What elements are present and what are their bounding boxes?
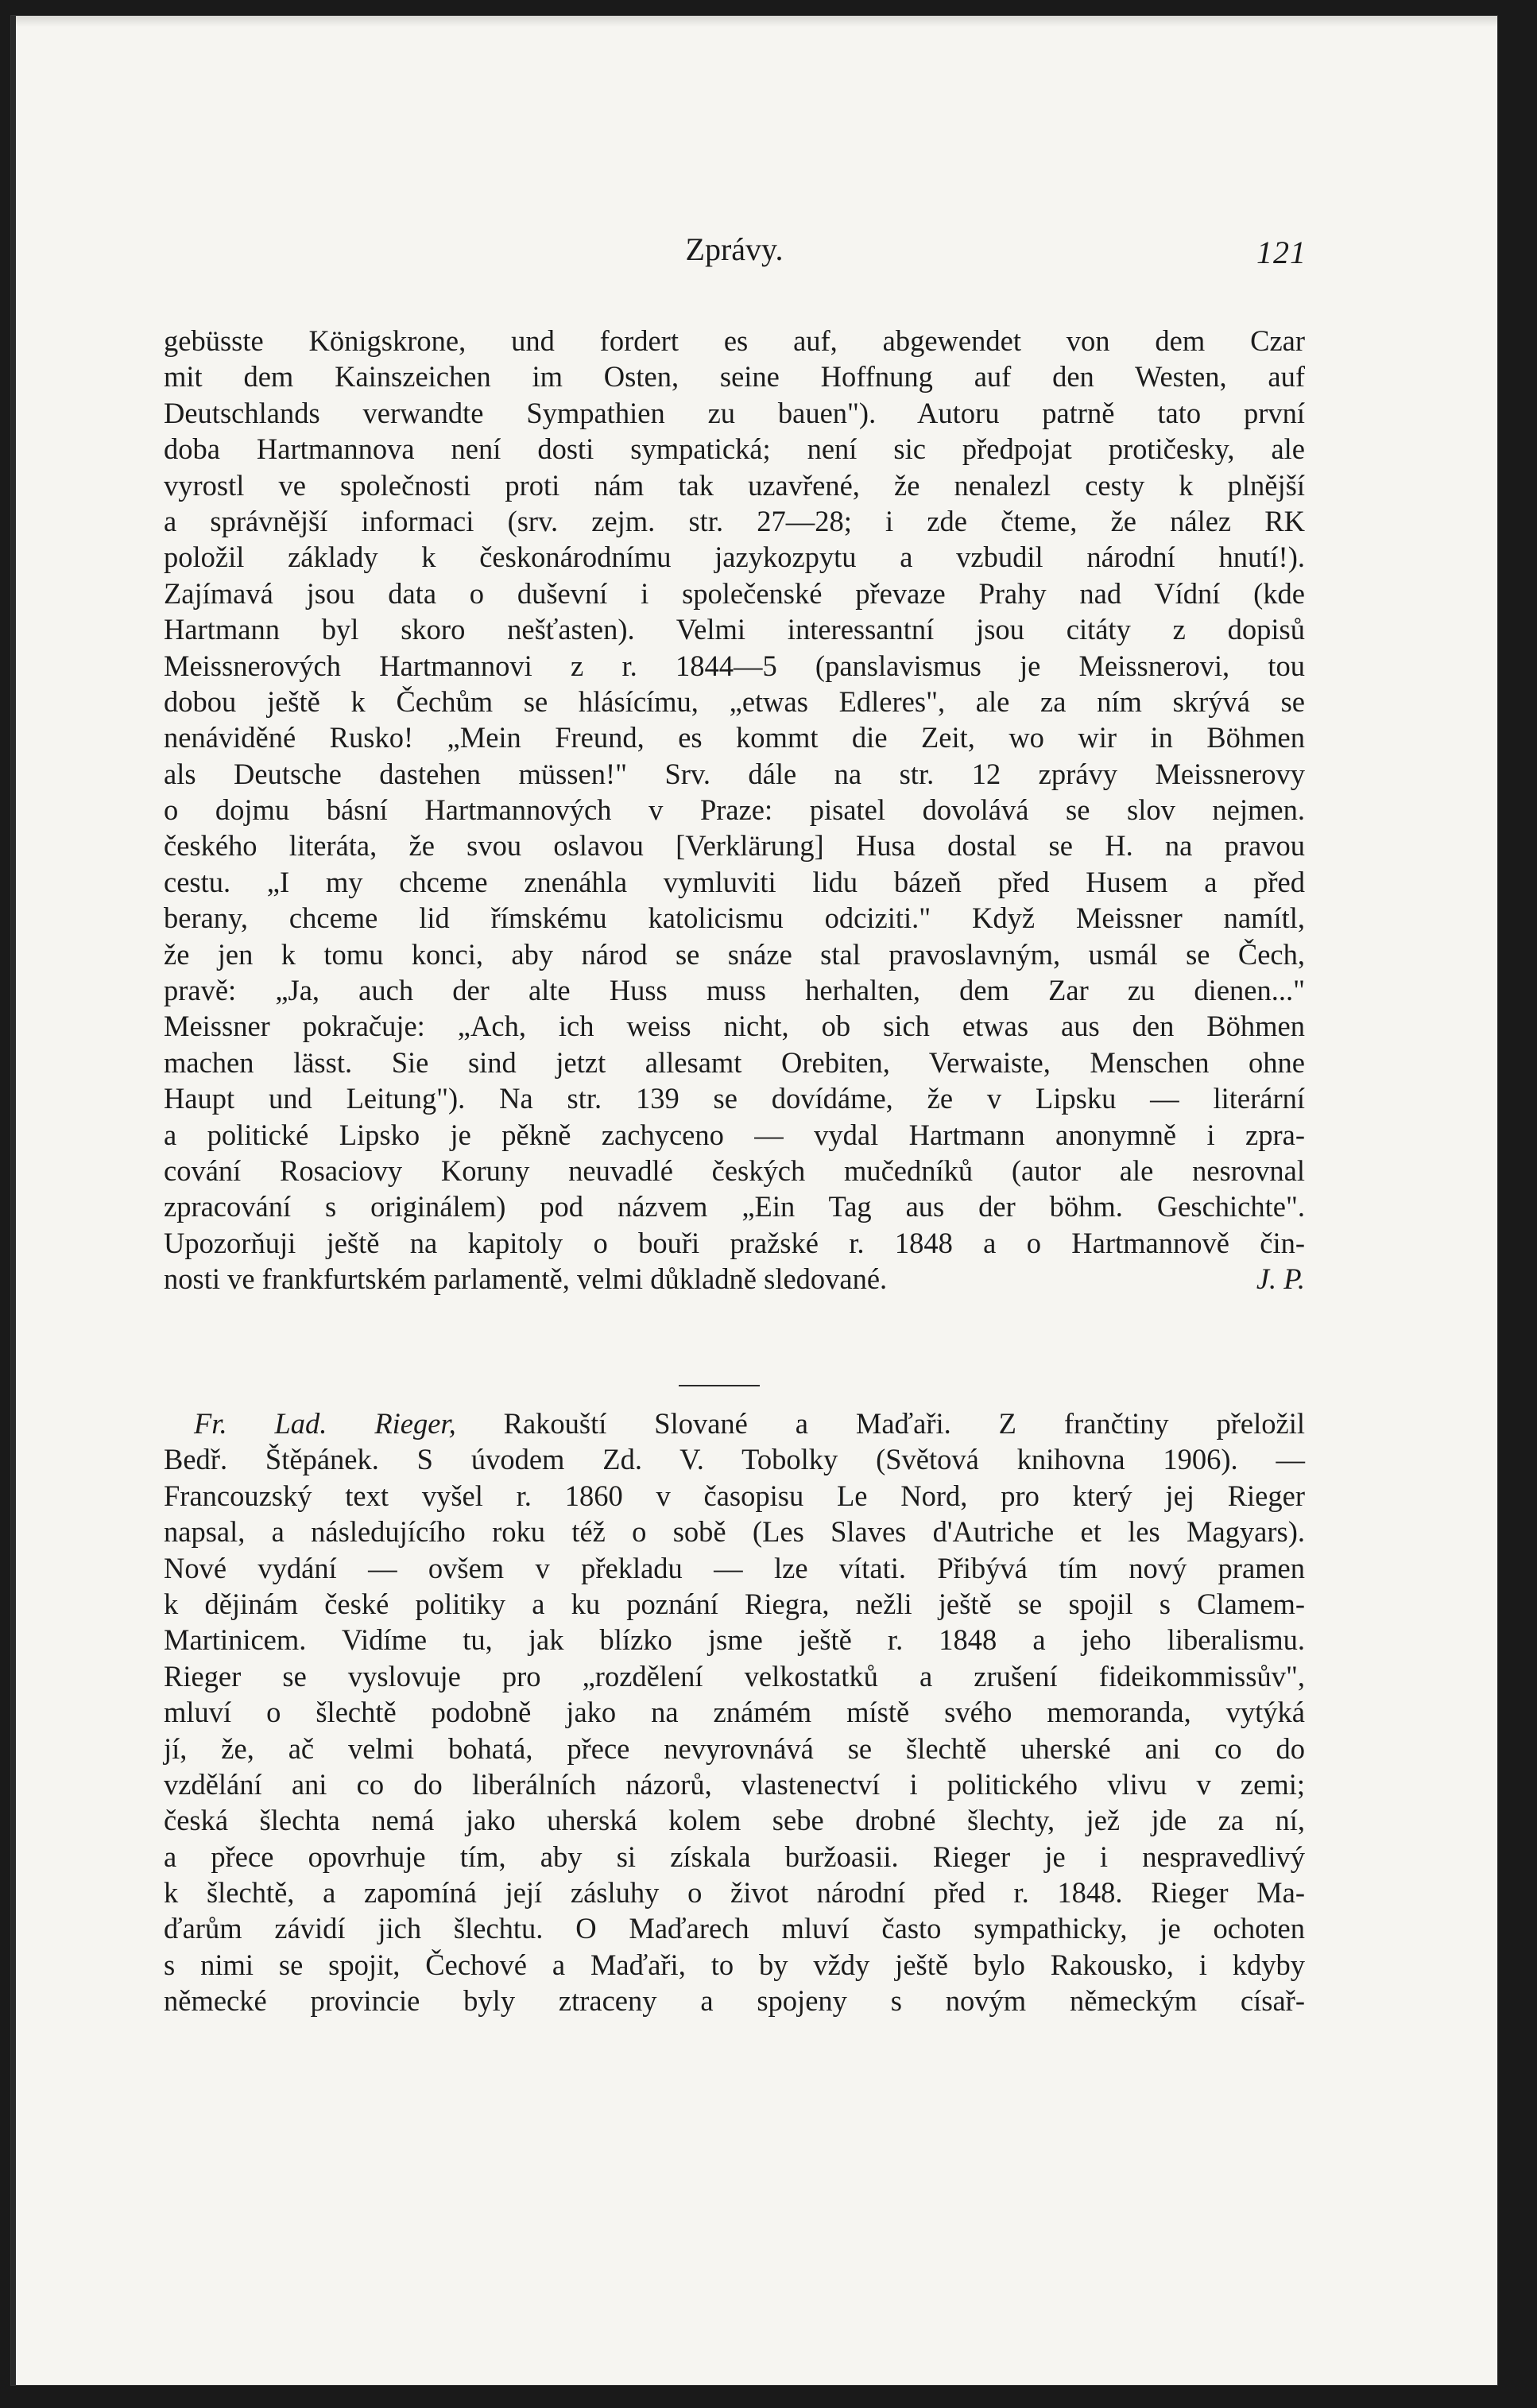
section-title: Zprávy. bbox=[685, 231, 784, 267]
text-line: Martinicem. Vidíme tu, jak blízko jsme ještě r. 1848 a jeho liberalismu. bbox=[164, 1623, 1305, 1657]
text-line-first bbox=[164, 1406, 1305, 1441]
text-line: cestu. „I my chceme znenáhla vymluviti lidu bázeň před Husem a před bbox=[164, 865, 1305, 898]
reviewed-author: Fr. Lad. Rieger, bbox=[194, 1407, 456, 1440]
text-line: berany, chceme lid římskému katolicismu odciziti." Když Meissner namítl, bbox=[164, 902, 1305, 935]
page-number: 121 bbox=[1256, 235, 1307, 270]
review-hartmann bbox=[164, 323, 1305, 1297]
text-line: als Deutsche dastehen müssen!" Srv. dále na str. 12 zprávy Meissnerovy bbox=[164, 757, 1305, 790]
text-line-content: nosti ve frankfurtském parlamentě, velmi důkladně sledované. bbox=[164, 1262, 888, 1296]
author-signature: J. P. bbox=[1256, 1262, 1305, 1296]
text-line: Nové vydání — ovšem v překladu — lze vítati. Přibývá tím nový pramen bbox=[164, 1551, 1305, 1584]
text-line: zpracování s originálem) pod názvem „Ein Tag aus der böhm. Geschichte". bbox=[164, 1190, 1305, 1223]
text-line-final bbox=[164, 1261, 1305, 1297]
running-header bbox=[162, 231, 1307, 278]
text-line: Rieger se vyslovuje pro „rozdělení velkostatků a zrušení fideikommissův", bbox=[164, 1659, 1305, 1693]
text-line: cování Rosaciovy Koruny neuvadlé českých mučedníků (autor ale nesrovnal bbox=[164, 1154, 1305, 1187]
text-line: machen lässt. Sie sind jetzt allesamt Orebiten, Verwaiste, Menschen ohne bbox=[164, 1045, 1305, 1079]
text-line: vyrostl ve společnosti proti nám tak uzavřené, že nenalezl cesty k plnější bbox=[164, 468, 1305, 502]
text-line: mit dem Kainszeichen im Osten, seine Hoffnung auf den Westen, auf bbox=[164, 360, 1305, 394]
text-line: pravě: „Ja, auch der alte Huss muss herhalten, dem Zar zu dienen..." bbox=[164, 974, 1305, 1007]
text-line: doba Hartmannova není dosti sympatická; není sic předpojat protičesky, ale bbox=[164, 432, 1305, 466]
text-line: Meissner pokračuje: „Ach, ich weiss nicht, ob sich etwas aus den Böhmen bbox=[164, 1010, 1305, 1043]
text-line: ďarům závidí jich šlechtu. O Maďarech mluví často sympathicky, je ochoten bbox=[164, 1912, 1305, 1945]
text-line: mluví o šlechtě podobně jako na známém místě svého memoranda, vytýká bbox=[164, 1696, 1305, 1729]
text-line: k šlechtě, a zapomíná její zásluhy o život národní před r. 1848. Rieger Ma- bbox=[164, 1876, 1305, 1910]
text-line: o dojmu básní Hartmannových v Praze: pisatel dovolává se slov nejmen. bbox=[164, 793, 1305, 827]
text-line: Francouzský text vyšel r. 1860 v časopisu Le Nord, pro který jej Rieger bbox=[164, 1479, 1305, 1512]
text-line: dobou ještě k Čechům se hlásícímu, „etwas Edleres", ale za ním skrývá se bbox=[164, 684, 1305, 718]
text-line: a správnější informaci (srv. zejm. str. 27—28; i zde čteme, že nález RK bbox=[164, 504, 1305, 537]
text-line: napsal, a následujícího roku též o sobě (Les Slaves d'Autriche et les Magyars). bbox=[164, 1515, 1305, 1549]
text-line: a přece opovrhuje tím, aby si získala buržoasii. Rieger je i nespravedlivý bbox=[164, 1840, 1305, 1873]
text-line: Haupt und Leitung"). Na str. 139 se dovídáme, že v Lipsku — literární bbox=[164, 1082, 1305, 1115]
text-line: jí, že, ač velmi bohatá, přece nevyrovnává se šlechtě uherské ani co do bbox=[164, 1731, 1305, 1765]
document-page bbox=[11, 16, 1497, 2385]
text-line: položil základy k českonárodnímu jazykozpytu a vzbudil národní hnutí!). bbox=[164, 541, 1305, 574]
text-line: českého literáta, že svou oslavou [Verklärung] Husa dostal se H. na pravou bbox=[164, 829, 1305, 863]
text-line: s nimi se spojit, Čechové a Maďaři, to by vždy ještě bylo Rakousko, i kdyby bbox=[164, 1948, 1305, 1981]
text-line: že jen k tomu konci, aby národ se snáze stal pravoslavným, usmál se Čech, bbox=[164, 937, 1305, 971]
text-line: vzdělání ani co do liberálních názorů, vlastenectví i politického vlivu v zemi; bbox=[164, 1767, 1305, 1801]
text-line: Upozorňuji ještě na kapitoly o bouři pražské r. 1848 a o Hartmannově čin- bbox=[164, 1226, 1305, 1259]
scan-top-edge bbox=[11, 16, 1497, 27]
text-line: česká šlechta nemá jako uherská kolem sebe drobné šlechty, jež jde za ní, bbox=[164, 1804, 1305, 1837]
text-line: a politické Lipsko je pěkně zachyceno — vydal Hartmann anonymně i zpra- bbox=[164, 1118, 1305, 1151]
scan-left-edge bbox=[11, 16, 16, 2385]
text-line: Bedř. Štěpánek. S úvodem Zd. V. Tobolky (Světová knihovna 1906). — bbox=[164, 1443, 1305, 1476]
review-rieger bbox=[164, 1406, 1305, 2019]
section-divider bbox=[679, 1385, 760, 1386]
text-line: Zajímavá jsou data o duševní i společenské převaze Prahy nad Vídní (kde bbox=[164, 576, 1305, 610]
text-line: nenáviděné Rusko! „Mein Freund, es kommt die Zeit, wo wir in Böhmen bbox=[164, 721, 1305, 754]
text-line: Hartmann byl skoro nešťasten). Velmi interessantní jsou citáty z dopisů bbox=[164, 613, 1305, 646]
reviewed-title: Rakouští Slované a Maďaři. Z frančtiny přeložil bbox=[503, 1407, 1305, 1440]
text-line: německé provincie byly ztraceny a spojeny s novým německým císař- bbox=[164, 1984, 1305, 2018]
text-line: gebüsste Königskrone, und fordert es auf, abgewendet von dem Czar bbox=[164, 324, 1305, 357]
text-line: Deutschlands verwandte Sympathien zu bauen"). Autoru patrně tato první bbox=[164, 396, 1305, 429]
text-line: k dějinám české politiky a ku poznání Riegra, nežli ještě se spojil s Clamem- bbox=[164, 1587, 1305, 1620]
text-line: Meissnerových Hartmannovi z r. 1844—5 (panslavismus je Meissnerovi, tou bbox=[164, 649, 1305, 682]
